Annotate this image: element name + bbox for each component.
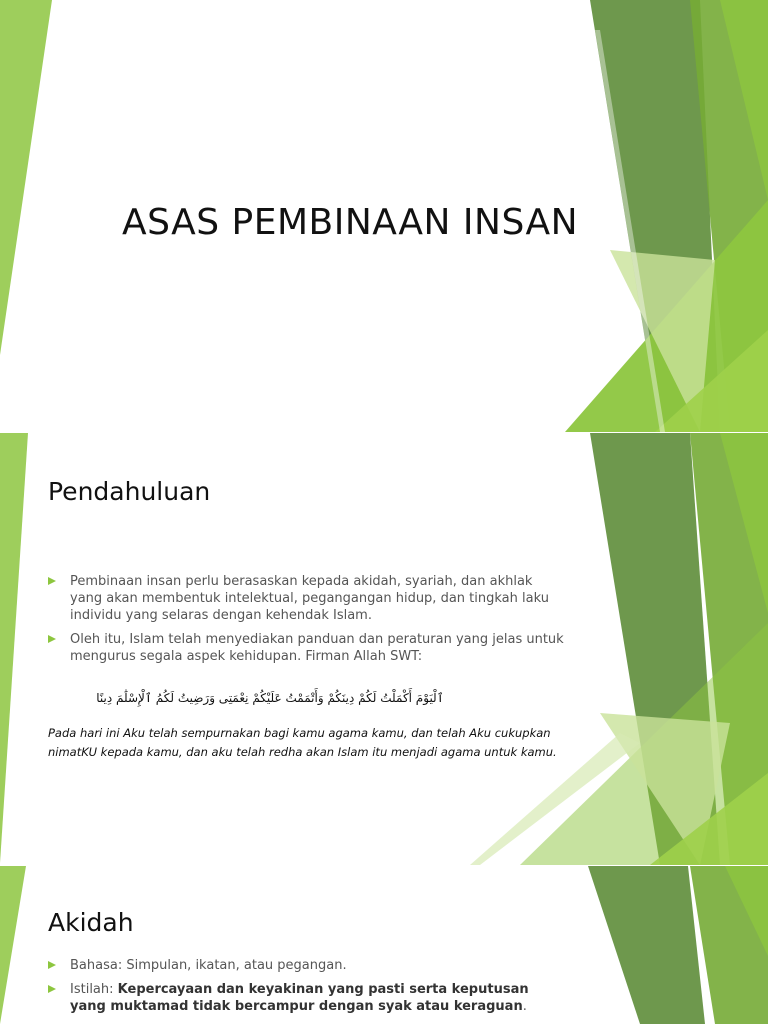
verse-translation: Pada hari ini Aku telah sempurnakan bagi kamu agama kamu, dan telah Aku cukupkan nimatKU kepada kamu, dan aku telah redha akan Islam itu menjadi agama untuk kamu. <box>48 726 557 759</box>
bullet-arrow-icon <box>48 635 56 643</box>
list-item: Istilah: Kepercayaan dan keyakinan yang pasti serta keputusan yang muktamad tidak bercampur dengan syak atau keraguan. <box>48 981 548 1015</box>
list-item: Bahasa: Simpulan, ikatan, atau pegangan. <box>48 957 548 974</box>
bullet-arrow-icon <box>48 985 56 993</box>
slide-akidah <box>0 866 768 1024</box>
list-item: Pembinaan insan perlu berasaskan kepada akidah, syariah, dan akhlak yang akan membentuk intelektual, pegangangan hidup, dan tingkah laku individu yang selaras dengan kehendak Islam. <box>48 573 568 624</box>
bullet-arrow-icon <box>48 577 56 585</box>
quran-verse: ٱلْيَوْمَ أَكْمَلْتُ لَكُمْ دِينَكُمْ وَأَتْمَمْتُ عَلَيْكُمْ نِعْمَتِى وَرَضِيتُ لَكُمُ ٱلْإِسْلَٰمَ دِينًا <box>96 691 444 705</box>
bullet-arrow-icon <box>48 961 56 969</box>
section-heading: Pendahuluan <box>48 477 211 506</box>
section-heading: Akidah <box>48 908 134 937</box>
bullet-list <box>48 957 548 1022</box>
slide-pendahuluan <box>0 433 768 865</box>
list-item: Oleh itu, Islam telah menyediakan panduan dan peraturan yang jelas untuk mengurus segala aspek kehidupan. Firman Allah SWT: <box>48 631 568 665</box>
bullet-list <box>48 573 568 672</box>
presentation-title: ASAS PEMBINAAN INSAN <box>121 202 579 243</box>
slide-title <box>0 0 768 432</box>
